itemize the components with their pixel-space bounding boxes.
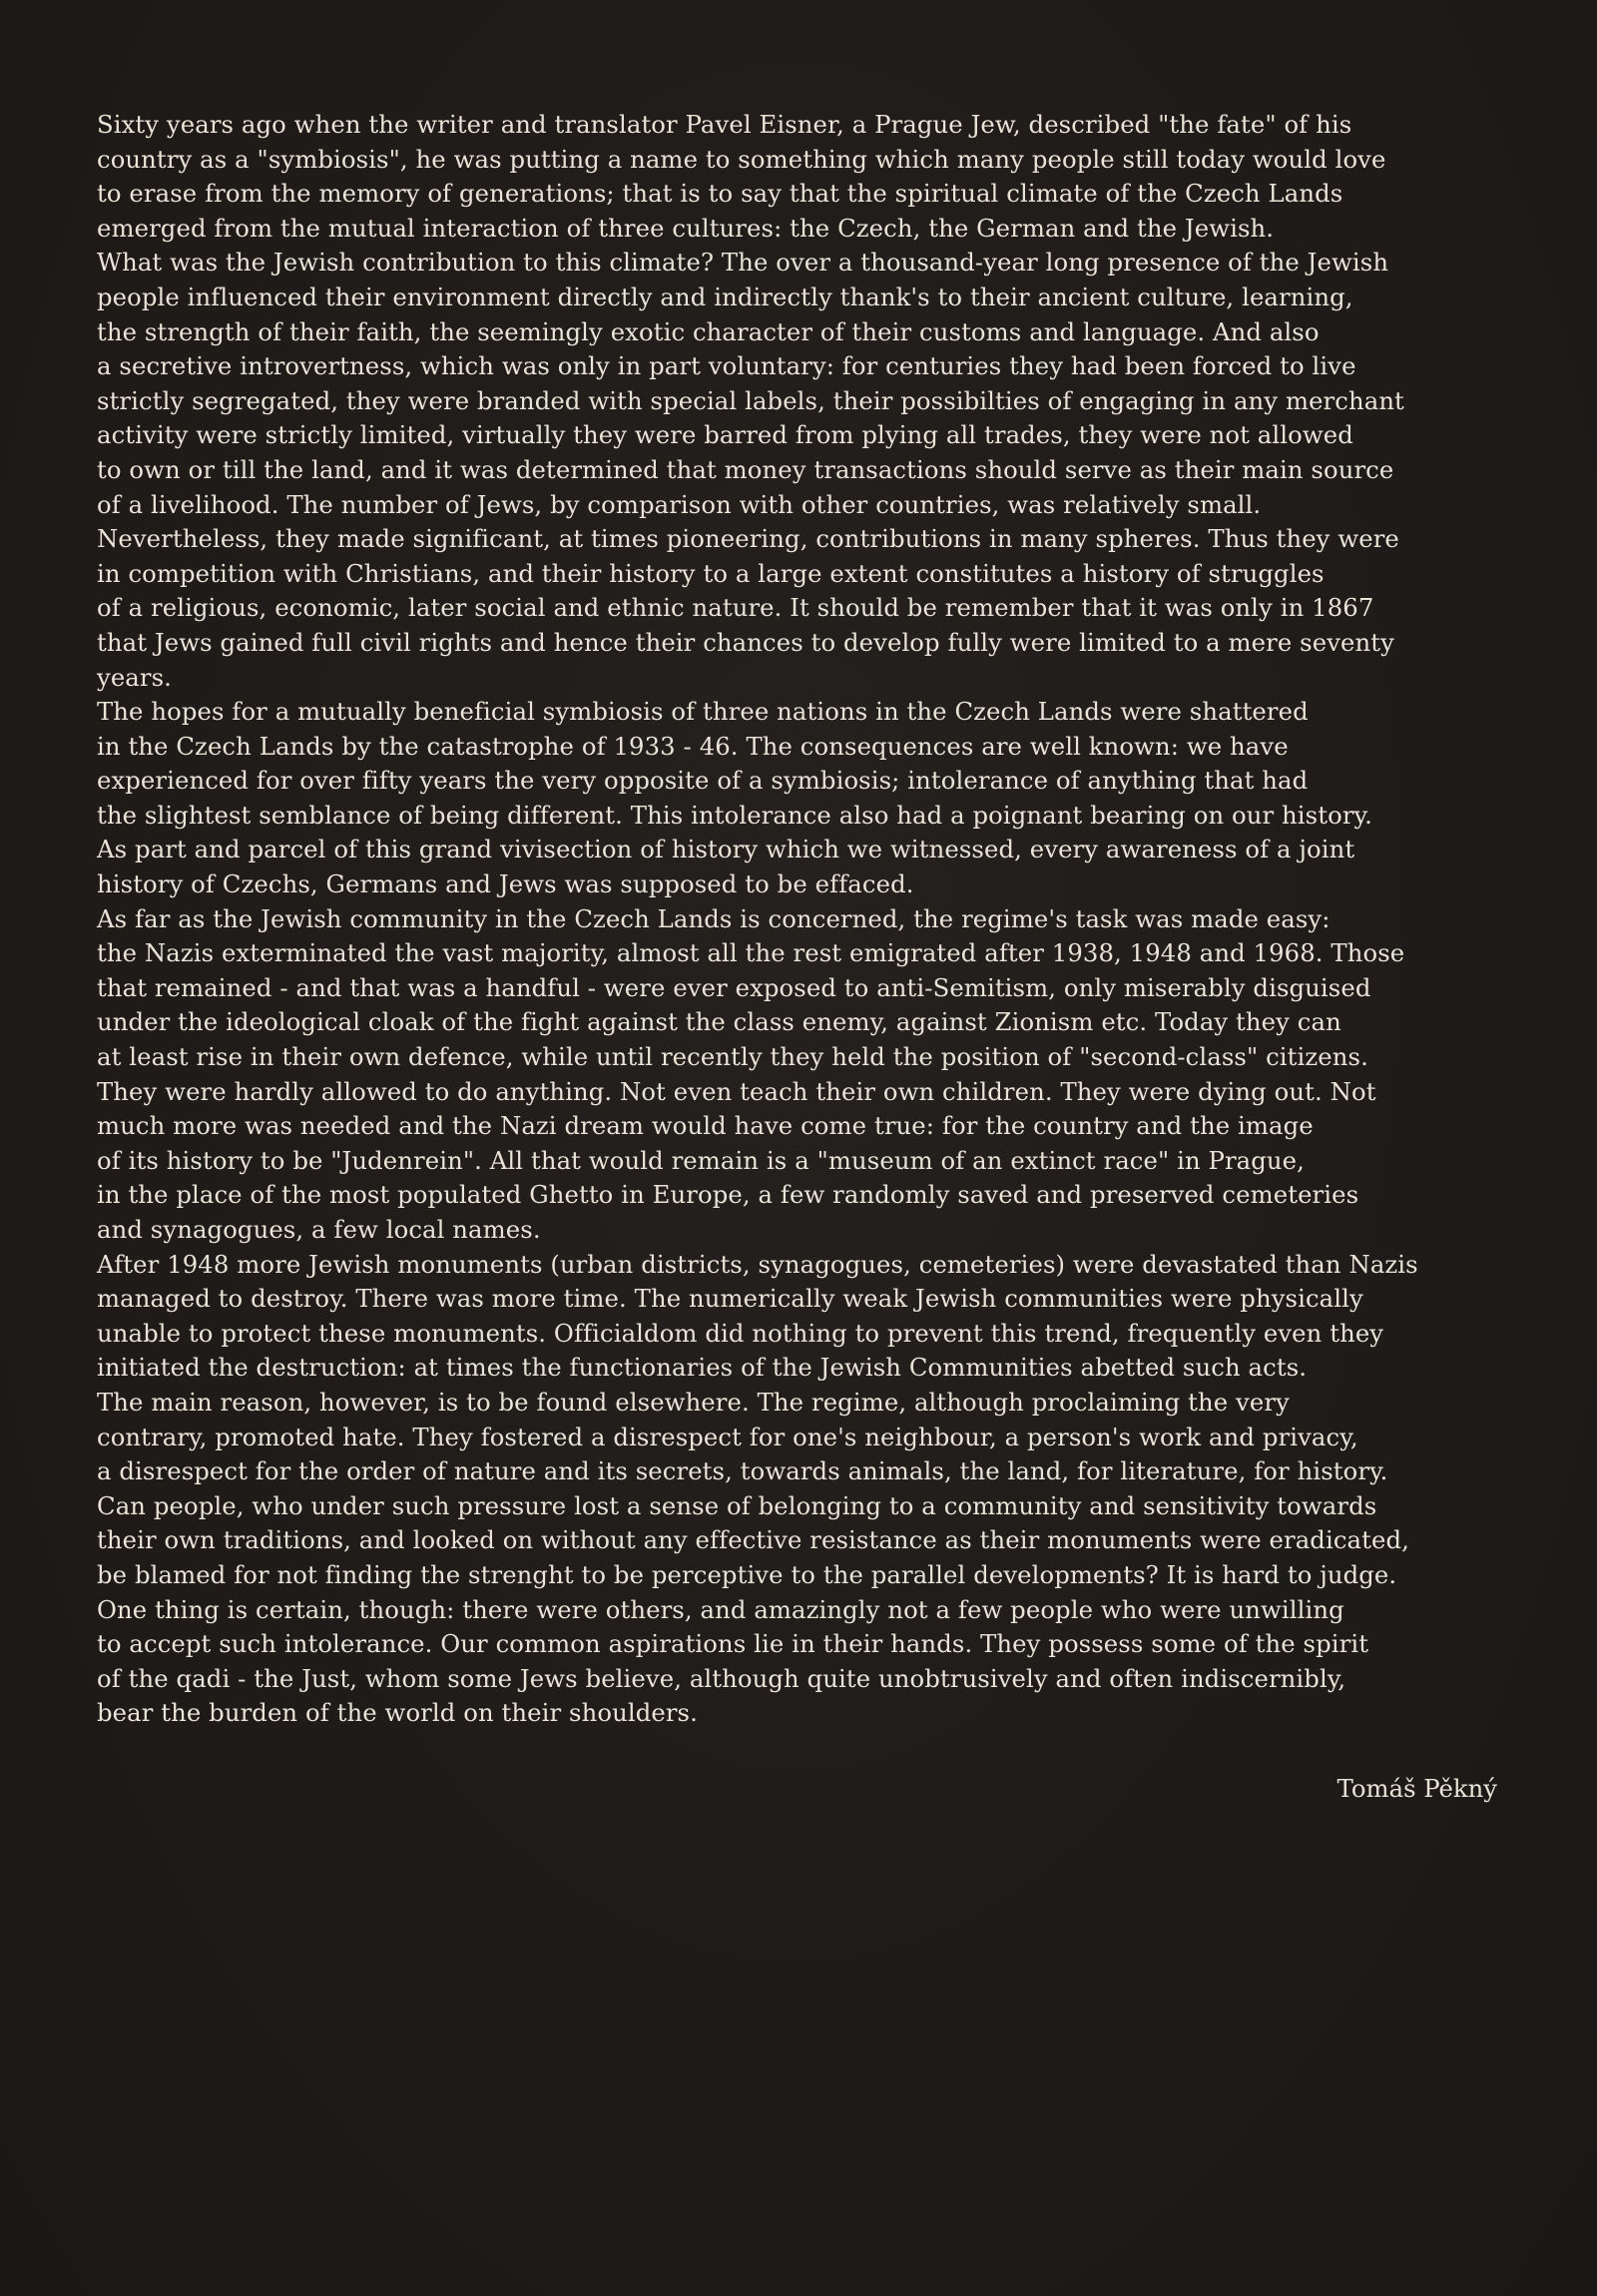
essay-line: a disrespect for the order of nature and its secrets, towards animals, the land, for literature, for history.: [97, 1456, 1388, 1486]
essay-line: strictly segregated, they were branded with special labels, their possibilties of engaging in any merchant: [97, 385, 1404, 415]
essay-line: to accept such intolerance. Our common aspirations lie in their hands. They possess some of the spirit: [97, 1629, 1369, 1659]
essay-line: of a religious, economic, later social and ethnic nature. It should be remember that it was only in 1867: [97, 593, 1374, 623]
essay-line: a secretive introvertness, which was only in part voluntary: for centuries they had been forced to live: [97, 351, 1356, 381]
essay-line: and synagogues, a few local names.: [97, 1215, 541, 1244]
essay-line: of its history to be "Judenrein". All that would remain is a "museum of an extinct race" in Prague,: [97, 1145, 1305, 1175]
essay-line: After 1948 more Jewish monuments (urban districts, synagogues, cemeteries) were devastated than Nazis: [97, 1249, 1418, 1279]
essay-line: of the qadi - the Just, whom some Jews believe, although quite unobtrusively and often indiscernibly,: [97, 1663, 1346, 1693]
essay-line: in the place of the most populated Ghetto in Europe, a few randomly saved and preserved cemeteries: [97, 1180, 1359, 1210]
essay-line: The hopes for a mutually beneficial symbiosis of three nations in the Czech Lands were shattered: [97, 697, 1309, 727]
essay-line: that Jews gained full civil rights and hence their chances to develop fully were limited to a mere seventy: [97, 627, 1394, 657]
essay-line: to erase from the memory of generations; that is to say that the spiritual climate of the Czech Lands: [97, 179, 1343, 209]
essay-line: people influenced their environment directly and indirectly thank's to their ancient culture, learning,: [97, 282, 1353, 311]
essay-line: Nevertheless, they made significant, at times pioneering, contributions in many spheres. Thus they were: [97, 524, 1399, 554]
essay-line: that remained - and that was a handful - were ever exposed to anti-Semitism, only miserably disguised: [97, 972, 1371, 1002]
essay-line: the strength of their faith, the seemingly exotic character of their customs and language. And also: [97, 316, 1320, 346]
essay-line: the slightest semblance of being different. This intolerance also had a poignant bearing on our history.: [97, 800, 1372, 830]
essay-line: unable to protect these monuments. Officialdom did nothing to prevent this trend, frequently even they: [97, 1318, 1384, 1348]
essay-line: initiated the destruction: at times the functionaries of the Jewish Communities abetted such acts.: [97, 1353, 1308, 1383]
essay-line: under the ideological cloak of the fight against the class enemy, against Zionism etc. Today they can: [97, 1007, 1341, 1037]
author-signature: Tomáš Pěkný: [1336, 1774, 1497, 1803]
essay-line: the Nazis exterminated the vast majority, almost all the rest emigrated after 1938, 1948 and 1968. Those: [97, 938, 1405, 968]
essay-line: be blamed for not finding the strenght to be perceptive to the parallel developments? It is hard to judge.: [97, 1559, 1397, 1589]
essay-line: history of Czechs, Germans and Jews was supposed to be effaced.: [97, 869, 914, 899]
essay-line: What was the Jewish contribution to this climate? The over a thousand-year long presence of the Jewish: [97, 248, 1389, 278]
essay-line: experienced for over fifty years the very opposite of a symbiosis; intolerance of anything that had: [97, 766, 1309, 796]
essay-line: Sixty years ago when the writer and translator Pavel Eisner, a Prague Jew, described "the fate" of his: [97, 110, 1352, 139]
essay-line: of a livelihood. The number of Jews, by comparison with other countries, was relatively small.: [97, 489, 1262, 519]
essay-line: their own traditions, and looked on without any effective resistance as their monuments were eradicated,: [97, 1525, 1409, 1555]
essay-line: As part and parcel of this grand vivisection of history which we witnessed, every awareness of a joint: [97, 835, 1355, 864]
essay-line: Can people, who under such pressure lost a sense of belonging to a community and sensitivity towards: [97, 1490, 1377, 1520]
essay-line: to own or till the land, and it was determined that money transactions should serve as their main source: [97, 454, 1394, 484]
essay-line: One thing is certain, though: there were others, and amazingly not a few people who were unwilling: [97, 1594, 1344, 1624]
essay-line: bear the burden of the world on their shoulders.: [97, 1698, 698, 1728]
essay-line: much more was needed and the Nazi dream would have come true: for the country and the image: [97, 1111, 1314, 1141]
essay-line: As far as the Jewish community in the Czech Lands is concerned, the regime's task was made easy:: [97, 903, 1331, 933]
essay-line: years.: [97, 662, 172, 692]
essay-line: country as a "symbiosis", he was putting a name to something which many people still today would love: [97, 144, 1386, 174]
essay-line: They were hardly allowed to do anything. Not even teach their own children. They were dying out. Not: [97, 1076, 1376, 1106]
essay-line: at least rise in their own defence, while until recently they held the position of "second-class" citizens.: [97, 1042, 1368, 1072]
essay-line: The main reason, however, is to be found elsewhere. The regime, although proclaiming the very: [97, 1387, 1290, 1417]
essay-line: managed to destroy. There was more time. The numerically weak Jewish communities were physically: [97, 1284, 1363, 1314]
essay-line: activity were strictly limited, virtually they were barred from plying all trades, they were not allowed: [97, 420, 1353, 450]
essay-line: contrary, promoted hate. They fostered a disrespect for one's neighbour, a person's work and privacy,: [97, 1422, 1358, 1451]
essay-line: emerged from the mutual interaction of three cultures: the Czech, the German and the Jewish.: [97, 213, 1275, 243]
essay-line: in the Czech Lands by the catastrophe of 1933 - 46. The consequences are well known: we have: [97, 731, 1289, 761]
essay-body: [97, 108, 1499, 1731]
essay-line: in competition with Christians, and their history to a large extent constitutes a history of struggles: [97, 558, 1325, 588]
